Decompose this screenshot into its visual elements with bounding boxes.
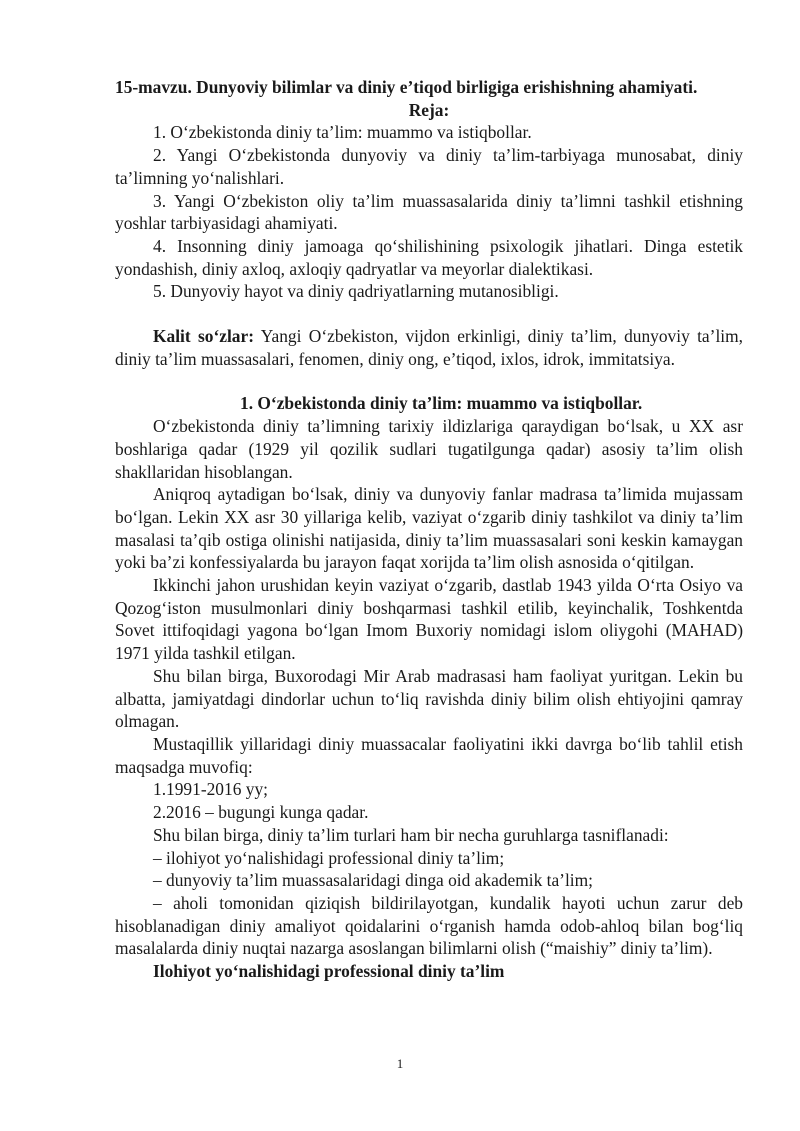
body-paragraph: Shu bilan birga, Buxorodagi Mir Arab madrasasi ham faoliyat yuritgan. Lekin bu albatta, jamiyatdagi dindorlar uchun to‘liq ravishda diniy bilim olish ehtiyojini qamray olmagan. <box>115 665 743 732</box>
plan-item: 4. Insonning diniy jamoaga qo‘shilishining psixologik jihatlari. Dinga estetik yondashish, diniy axloq, axloqiy qadryatlar va meyorlar dialektikasi. <box>115 235 743 279</box>
plan-list <box>115 121 743 303</box>
body-paragraph: Mustaqillik yillaridagi diniy muassacalar faoliyatini ikki davrga bo‘lib tahlil etish maqsadga muvofiq: <box>115 733 743 777</box>
period-item: 1.1991-2016 yy; <box>153 779 268 800</box>
keywords-text: Yangi O‘zbekiston, vijdon erkinligi, diniy ta’lim, dunyoviy ta’lim, diniy ta’lim muassasalari, fenomen, diniy ong, e’tiqod, ixlos, idrok, immitatsiya. <box>115 326 743 369</box>
body-paragraph: O‘zbekistonda diniy ta’limning tarixiy ildizlariga qaraydigan bo‘lsak, u XX asr boshlariga qadar (1929 yil qozilik sudlari tugatilgunga qadar) asosiy ta’lim olish shakllaridan hisoblangan. <box>115 416 743 482</box>
subheading: Ilohiyot yo‘nalishidagi professional diniy ta’lim <box>153 961 505 982</box>
section-heading: 1. O‘zbekistonda diniy ta’lim: muammo va istiqbollar. <box>240 393 643 414</box>
types-intro: Shu bilan birga, diniy ta’lim turlari ham bir necha guruhlarga tasniflanadi: <box>153 824 669 845</box>
plan-item: 3. Yangi O‘zbekiston oliy ta’lim muassasalarida diniy ta’limni tashkil etishning yoshlar tarbiyasidagi ahamiyati. <box>115 190 743 234</box>
keywords-paragraph <box>115 325 743 370</box>
page-content <box>115 76 743 983</box>
type-item: – dunyoviy ta’lim muassasalaridagi dinga oid akademik ta’lim; <box>153 870 593 891</box>
plan-item: 1. O‘zbekistonda diniy ta’lim: muammo va istiqbollar. <box>153 122 532 143</box>
body-paragraph: Ikkinchi jahon urushidan keyin vaziyat o‘zgarib, dastlab 1943 yilda O‘rta Osiyo va Qozog‘iston musulmonlari diniy boshqarmasi tashkil etilib, keyinchalik, Toshkentda Sovet ittifoqidagi yagona bo‘lgan Imom Buxoriy nomidagi islom oliygohi (MAHAD) 1971 yilda tashkil etilgan. <box>115 575 743 664</box>
spacer <box>115 370 743 392</box>
period-item: 2.2016 – bugungi kunga qadar. <box>153 802 369 823</box>
plan-heading: Reja: <box>408 99 450 120</box>
plan-item: 5. Dunyoviy hayot va diniy qadriyatlarning mutanosibligi. <box>153 281 559 302</box>
type-item: – aholi tomonidan qiziqish bildirilayotgan, kundalik hayoti uchun zarur deb hisoblanadigan diniy amaliyot qoidalarini o‘rganish hamda odob-ahloq bilan bog‘liq masalalarda diniy nuqtai nazarga asoslangan bilimlarni olish (“maishiy” diniy ta’lim). <box>115 892 743 959</box>
type-item: – ilohiyot yo‘nalishidagi professional diniy ta’lim; <box>153 847 505 868</box>
body-paragraph: Aniqroq aytadigan bo‘lsak, diniy va dunyoviy fanlar madrasa ta’limida mujassam bo‘lgan. Lekin XX asr 30 yillariga kelib, vaziyat o‘zgarib diniy tashkilot va diniy ta’lim masalasi ta’qib ostiga olinishi natijasida, diniy ta’lim muassasalari soni keskin kamaygan yoki ba’zi konfessiyalarda bu jarayon faqat xorijda ta’lim olish asnosida o‘qitilgan. <box>115 484 743 573</box>
keywords-label: Kalit so‘zlar: <box>153 326 255 347</box>
topic-title: 15-mavzu. Dunyoviy bilimlar va diniy e’tiqod birligiga erishishning ahamiyati. <box>115 77 698 97</box>
spacer <box>115 303 743 325</box>
page-number: 1 <box>396 1056 404 1071</box>
plan-item: 2. Yangi O‘zbekistonda dunyoviy va diniy ta’lim-tarbiyaga munosabat, diniy ta’limning yo‘nalishlari. <box>115 145 743 188</box>
